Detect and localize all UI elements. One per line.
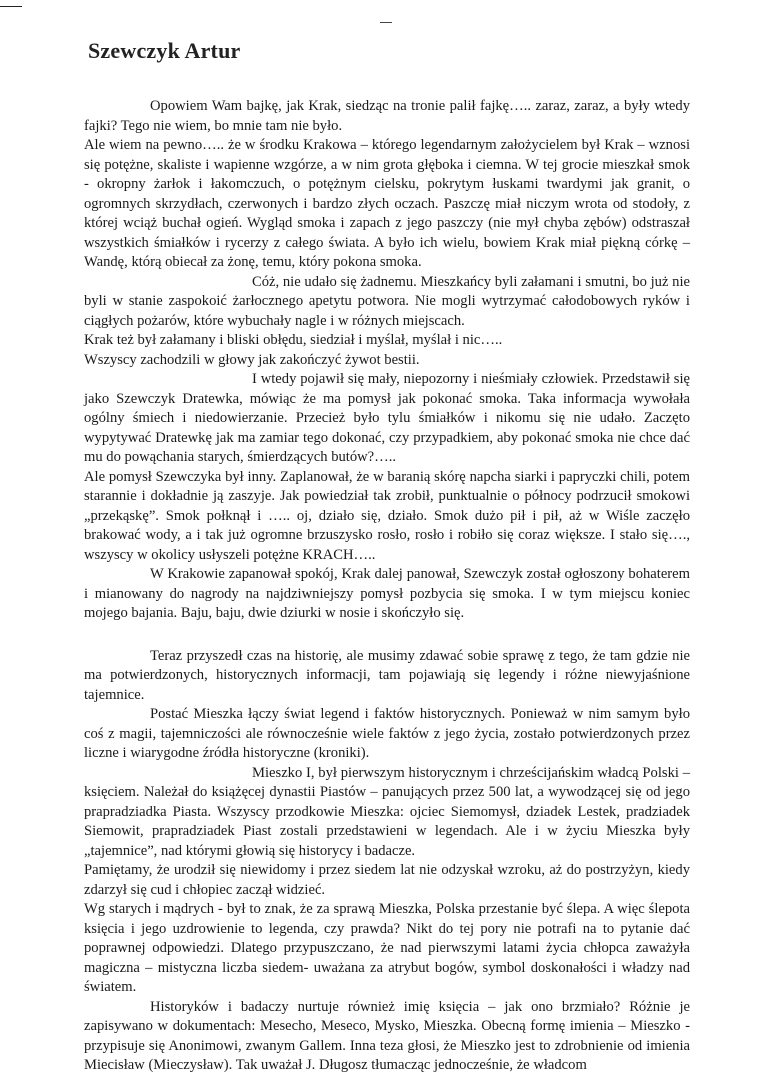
scan-edge-line xyxy=(0,6,22,7)
document-title: Szewczyk Artur xyxy=(88,38,241,63)
paragraph: Krak też był załamany i bliski obłędu, siedział i myślał, myślał i nic….. xyxy=(84,332,503,348)
document-body xyxy=(84,97,690,1076)
paragraph: Mieszko I, był pierwszym historycznym i chrześcijańskim władcą Polski – księciem. Należał do książęcej dynastii Piastów – panujących przez 500 lat, a wywodzącej się od jego prapradziadka Piasta. Wszyscy przodkowie Mieszka: ojciec Siemomysł, dziadek Lestek, pradziadek Siemowit, prapradziadek Piast zostali przedstawieni w legendach. Ale i w życiu Mieszka były „tajemnice”, nad którymi głowią się historycy i badacze. xyxy=(84,764,690,859)
paragraph: Cóż, nie udało się żadnemu. Mieszkańcy byli załamani i smutni, bo już nie byli w stanie zaspokoić żarłocznego apetytu potwora. Nie mogli wytrzymać całodobowych ryków i ciągłych pożarów, które wybuchały nagle i w różnych miejscach. xyxy=(84,273,690,329)
paragraph: Pamiętamy, że urodził się niewidomy i przez siedem lat nie odzyskał wzroku, aż do postrzyżyn, kiedy zdarzył się cud i chłopiec zaczął widzieć. xyxy=(84,862,690,898)
scan-mark xyxy=(380,22,392,23)
paragraph: Opowiem Wam bajkę, jak Krak, siedząc na tronie palił fajkę….. zaraz, zaraz, a były wtedy fajki? Tego nie wiem, bo mnie tam nie było. xyxy=(84,98,690,134)
paragraph: Wszyscy zachodzili w głowy jak zakończyć żywot bestii. xyxy=(84,351,420,368)
paragraph: Ale pomysł Szewczyka był inny. Zaplanował, że w baranią skórę napcha siarki i papryczki chili, potem starannie i dokładnie ją zaszyje. Jak powiedział tak zrobił, punktualnie o północy podrzucił smokowi „przekąskę”. Smok połknął i ….. oj, działo się, działo. Smok dużo pił i pił, aż w Wiśle zaczęło brakować wody, a i tak już ogromne brzuszysko rosło, rosło i robiło się coraz większe. I stało się…., wszyscy w okolicy usłyszeli potężne KRACH….. xyxy=(84,468,690,563)
paragraph: Wg starych i mądrych - był to znak, że za sprawą Mieszka, Polska przestanie być ślepa. A więc ślepota księcia i jego uzdrowienie to legenda, czy prawda? Nikt do tej pory nie potrafi na to pytanie dać poprawnej odpowiedzi. Dlatego przypuszczano, że nad pierwszymi latami życia chłopca zaważyła magiczna – mistyczna liczba siedem- uważana za atrybut bogów, symbol doskonałości i władzy nad światem. xyxy=(84,901,690,995)
paragraph: Ale wiem na pewno….. że w środku Krakowa – którego legendarnym założycielem był Krak – wznosi się potężne, skaliste i wapienne wzgórze, a w nim grota głęboka i ciemna. W tej grocie mieszkał smok - okropny żarłok i łakomczuch, o potężnym cielsku, pokrytym łuskami twardymi jak granit, o ogromnych skrzydłach, czerwonych i bardzo złych oczach. Paszczę miał niczym wrota od stodoły, z której wciąż buchał ogień. Wygląd smoka i zapach z jego paszczy (nie mył chyba zębów) odstraszał wszystkich śmiałków i rycerzy z całego świata. A było ich wielu, bowiem Krak miał piękną córkę – Wandę, którą obiecał za żonę, temu, który pokona smoka. xyxy=(84,137,690,270)
paragraph: Teraz przyszedł czas na historię, ale musimy zdawać sobie sprawę z tego, że tam gdzie nie ma potwierdzonych, historycznych informacji, tam pojawiają się legendy i różne niewyjaśnione tajemnice. xyxy=(84,647,690,703)
paragraph: Historyków i badaczy nurtuje również imię księcia – jak ono brzmiało? Różnie je zapisywano w dokumentach: Mesecho, Meseco, Mysko, Mieszka. Obecną formę imienia – Mieszko - przypisuje się Anonimowi, zwanym Gallem. Inna teza głosi, że Mieszko jest to zdrobnienie od imienia Miecisław (Mieczysław). Tak uważał J. Długosz tłumacząc jednocześnie, że władcom xyxy=(84,998,690,1073)
paragraph: W Krakowie zapanował spokój, Krak dalej panował, Szewczyk został ogłoszony bohaterem i mianowany do nagrody na najdziwniejszy pomysł pozbycia się smoka. I w tym miejscu koniec mojego bajania. Baju, baju, dwie dziurki w nosie i skończyło się. xyxy=(84,566,690,621)
paragraph: Postać Mieszka łączy świat legend i faktów historycznych. Ponieważ w nim samym było coś z magii, tajemniczości ale równocześnie wiele faktów z jego życia, zostało potwierdzonych przez liczne i wiarygodne źródła historyczne (kroniki). xyxy=(84,706,690,761)
paragraph: I wtedy pojawił się mały, niepozorny i nieśmiały człowiek. Przedstawił się jako Szewczyk Dratewka, mówiąc że ma pomysł jak pokonać smoka. Taka informacja wywołała ogólny śmiech i niedowierzanie. Przecież było tylu śmiałków i nikomu się nie udało. Zaczęto wypytywać Dratewkę jak ma zamiar tego dokonać, czy przypadkiem, aby pokonać smoka nie chce dać mu do powąchania starych, śmierdzących butów?….. xyxy=(84,371,690,465)
